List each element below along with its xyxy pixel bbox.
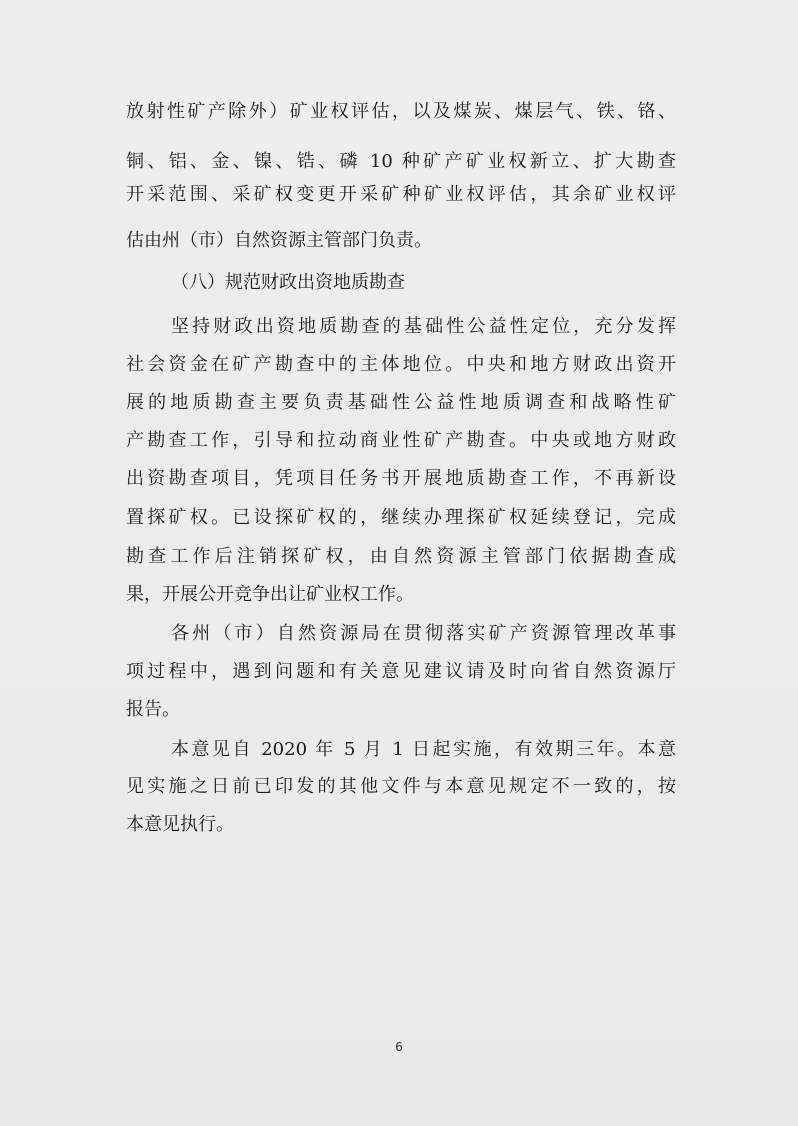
paragraph-2-line-7: 勘查工作后注销探矿权，由自然资源主管部门依据勘查成 (126, 546, 676, 567)
paragraph-3-line-1: 各州（市）自然资源局在贯彻落实矿产资源管理改革事 (171, 623, 676, 644)
paragraph-4-line-3: 本意见执行。 (126, 814, 234, 835)
paragraph-4-line-1: 本意见自 2020 年 5 月 1 日起实施，有效期三年。本意 (171, 739, 676, 760)
paragraph-1-line-3: 开采范围、采矿权变更开采矿种矿业权评估，其余矿业权评 (126, 184, 676, 205)
paragraph-2-line-3: 展的地质勘查主要负责基础性公益性地质调查和战略性矿 (126, 392, 676, 413)
paragraph-2-line-5: 出资勘查项目，凭项目任务书开展地质勘查工作，不再新设 (126, 468, 676, 489)
section-heading: （八）规范财政出资地质勘查 (171, 272, 405, 293)
paragraph-1-line-2: 铜、铝、金、镍、锆、磷 10 种矿产矿业权新立、扩大勘查 (126, 151, 676, 172)
paragraph-2-line-2: 社会资金在矿产勘查中的主体地位。中央和地方财政出资开 (126, 354, 676, 375)
paragraph-4-line-2: 见实施之日前已印发的其他文件与本意见规定不一致的，按 (126, 776, 676, 797)
paragraph-3-line-2: 项过程中，遇到问题和有关意见建议请及时向省自然资源厅 (126, 661, 676, 682)
paragraph-2-line-8: 果，开展公开竞争出让矿业权工作。 (126, 584, 414, 605)
paragraph-1-line-4: 估由州（市）自然资源主管部门负责。 (126, 230, 432, 251)
paragraph-2-line-6: 置探矿权。已设探矿权的，继续办理探矿权延续登记，完成 (126, 507, 676, 528)
page-number: 6 (395, 1040, 403, 1054)
paragraph-1-line-1: 放射性矿产除外）矿业权评估，以及煤炭、煤层气、铁、铬、 (126, 101, 676, 122)
paragraph-2-line-4: 产勘查工作，引导和拉动商业性矿产勘查。中央或地方财政 (126, 430, 676, 451)
paragraph-2-line-1: 坚持财政出资地质勘查的基础性公益性定位，充分发挥 (171, 316, 676, 337)
paragraph-3-line-3: 报告。 (126, 699, 180, 720)
